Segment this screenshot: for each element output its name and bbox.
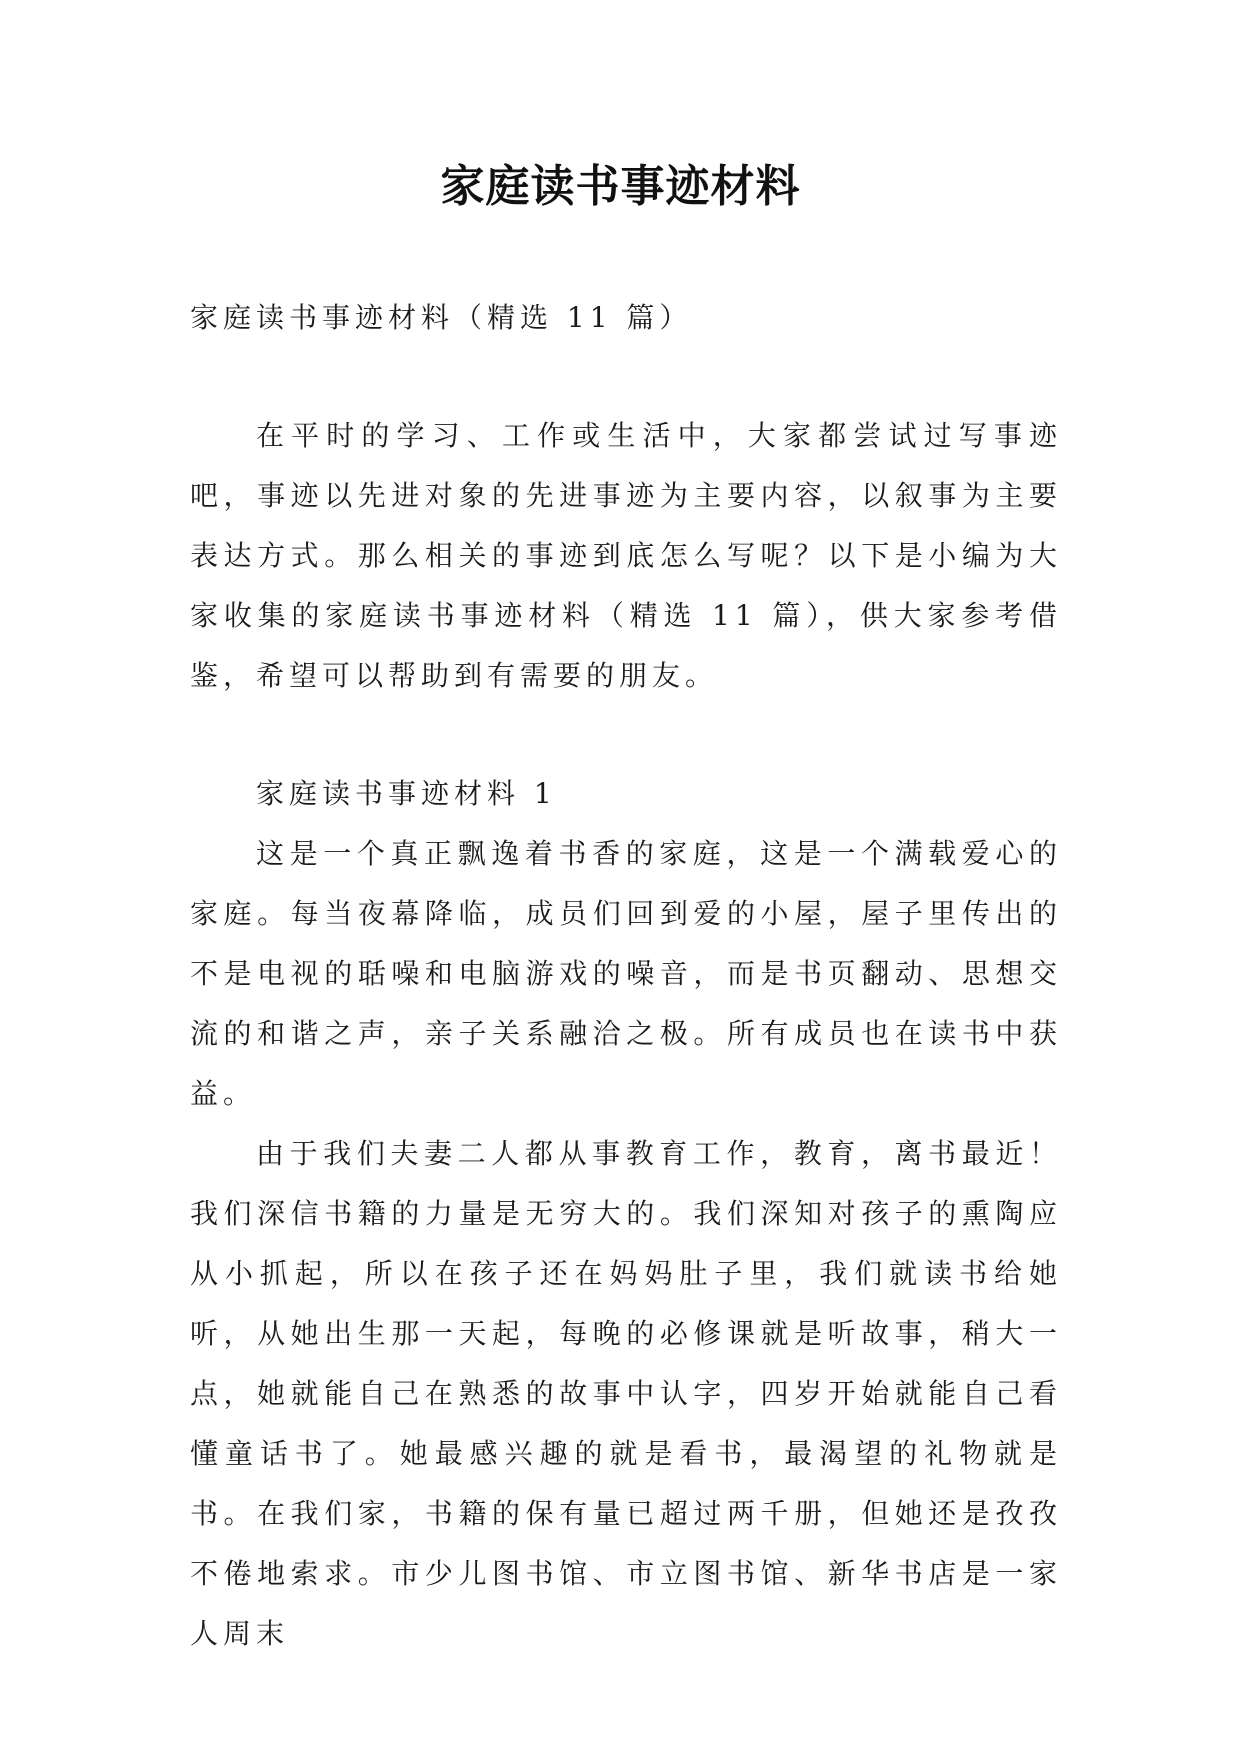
document-body: [190, 288, 1062, 1664]
document-title: 家庭读书事迹材料: [440, 161, 801, 212]
document-subtitle: 家庭读书事迹材料（精选 11 篇）: [190, 301, 693, 334]
section-heading: 家庭读书事迹材料 1: [256, 777, 557, 810]
body-paragraph-1: 这是一个真正飘逸着书香的家庭，这是一个满载爱心的家庭。每当夜幕降临，成员们回到爱的小屋，屋子里传出的不是电视的聒噪和电脑游戏的噪音，而是书页翻动、思想交流的和谐之声，亲子关系融洽之极。所有成员也在读书中获益。: [190, 837, 1062, 1110]
body-paragraph-2: 由于我们夫妻二人都从事教育工作，教育，离书最近！我们深信书籍的力量是无穷大的。我们深知对孩子的熏陶应从小抓起，所以在孩子还在妈妈肚子里，我们就读书给她听，从她出生那一天起，每晚的必修课就是听故事，稍大一点，她就能自己在熟悉的故事中认字，四岁开始就能自己看懂童话书了。她最感兴趣的就是看书，最渴望的礼物就是书。在我们家，书籍的保有量已超过两千册，但她还是孜孜不倦地索求。市少儿图书馆、市立图书馆、新华书店是一家人周末: [190, 1137, 1062, 1650]
intro-paragraph: 在平时的学习、工作或生活中，大家都尝试过写事迹吧，事迹以先进对象的先进事迹为主要内容，以叙事为主要表达方式。那么相关的事迹到底怎么写呢？以下是小编为大家收集的家庭读书事迹材料（精选 11 篇），供大家参考借鉴，希望可以帮助到有需要的朋友。: [190, 419, 1062, 692]
